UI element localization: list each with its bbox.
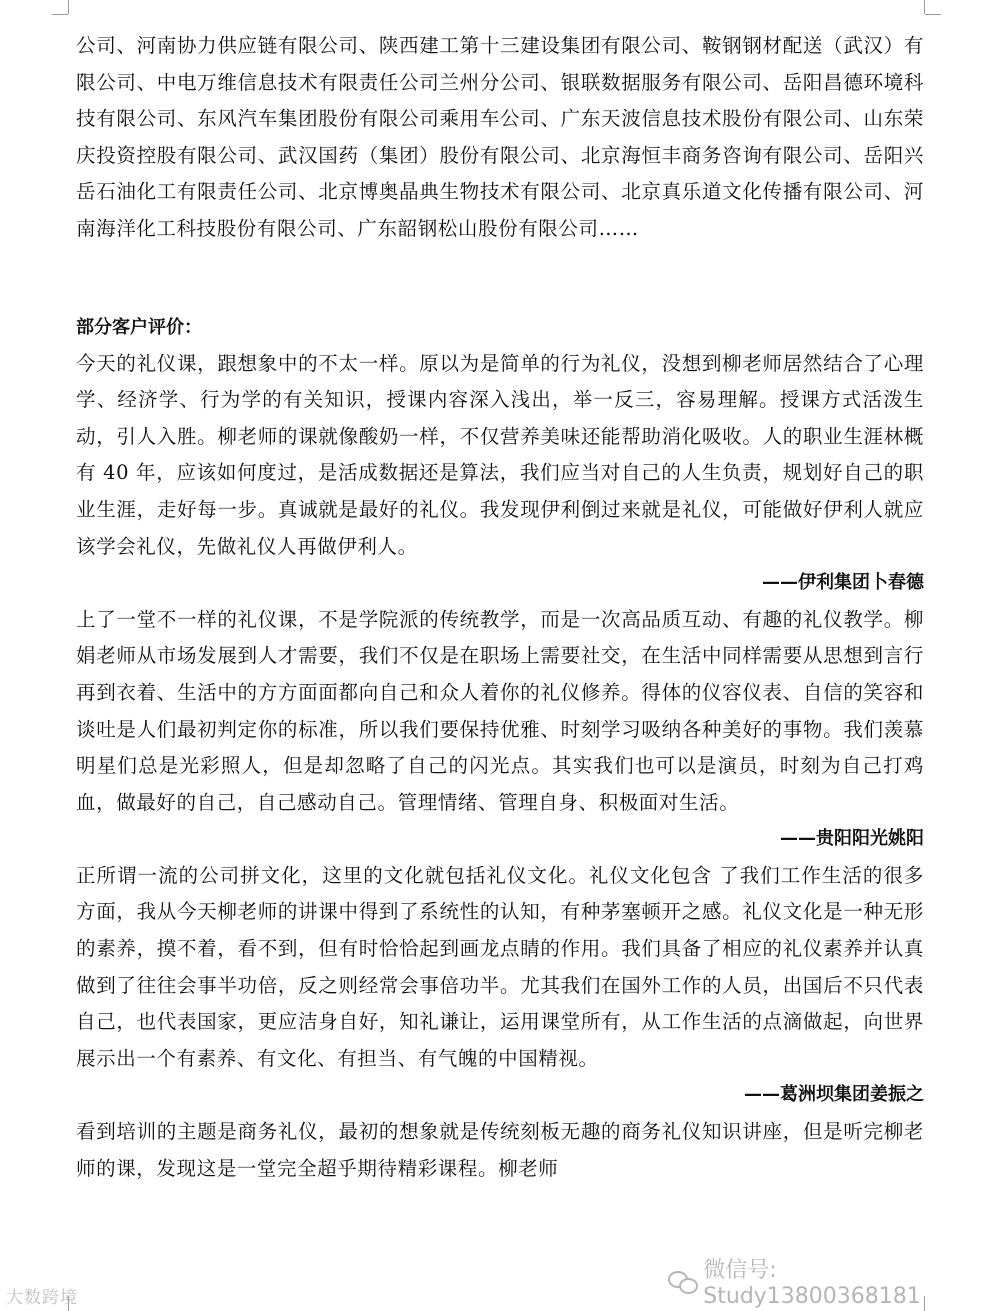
crop-mark-top-right — [924, 0, 925, 14]
review-paragraph-2: 上了一堂不一样的礼仪课，不是学院派的传统教学，而是一次高品质互动、有趣的礼仪教学。柳娟老师从市场发展到人才需要，我们不仅是在职场上需要社交，在生活中同样需要从思想到言行再到衣着、生活中的方方面面都向自己和众人着你的礼仪修养。得体的仪容仪表、自信的笑容和谈吐是人们最初判定你的标准，所以我们要保持优雅、时刻学习吸纳各种美好的事物。我们羡慕明星们总是光彩照人，但是却忽略了自己的闪光点。其实我们也可以是演员，时刻为自己打鸡血，做最好的自己，自己感动自己。管理情绪、管理自身、积极面对生活。 — [76, 607, 924, 814]
wechat-watermark — [668, 1253, 994, 1309]
review-paragraph-1: 今天的礼仪课，跟想象中的不太一样。原以为是简单的行为礼仪，没想到柳老师居然结合了心理学、经济学、行为学的有关知识，授课内容深入浅出，举一反三，容易理解。授课方式活泼生动，引人入胜。柳老师的课就像酸奶一样，不仅营养美味还能帮助消化吸收。人的职业生涯林概有 40 年，应该如何度过，是活成数据还是算法，我们应当对自己的人生负责，规划好自己的职业生涯，走好每一步。真诚就是最好的礼仪。我发现伊利倒过来就是礼仪，可能做好伊利人就应该学会礼仪，先做礼仪人再做伊利人。 — [76, 351, 924, 558]
review-signature-1: ——伊利集团卜春德 — [762, 572, 924, 594]
wechat-icon — [668, 1269, 697, 1293]
brand-watermark: 大数跨境 — [6, 1288, 78, 1308]
review-signature-3: ——葛洲坝集团姜振之 — [744, 1084, 924, 1106]
review-paragraph-4: 看到培训的主题是商务礼仪，最初的想象就是传统刻板无趣的商务礼仪知识讲座，但是听完柳老师的课，发现这是一堂完全超乎期待精彩课程。柳老师 — [76, 1120, 924, 1180]
review-signature-2: ——贵阳阳光姚阳 — [780, 828, 924, 850]
document-page — [76, 28, 924, 1187]
crop-mark-top-left — [68, 0, 69, 14]
crop-mark-top-right-h — [925, 14, 941, 15]
paragraph-gap — [76, 248, 924, 310]
company-list-paragraph: 公司、河南协力供应链有限公司、陕西建工第十三建设集团有限公司、鞍钢钢材配送（武汉）有限公司、中电万维信息技术有限责任公司兰州分公司、银联数据服务有限公司、岳阳昌德环境科技有限公司、东风汽车集团股份有限公司乘用车公司、广东天波信息技术股份有限公司、山东荣庆投资控股有限公司、武汉国药（集团）股份有限公司、北京海恒丰商务咨询有限公司、岳阳兴岳石油化工有限责任公司、北京博奥晶典生物技术有限公司、北京真乐道文化传播有限公司、河南海洋化工科技股份有限公司、广东韶钢松山股份有限公司…… — [76, 34, 924, 240]
wechat-watermark-text: 微信号: Study13800368181 — [703, 1258, 921, 1309]
section-heading: 部分客户评价： — [76, 316, 202, 338]
review-paragraph-3: 正所谓一流的公司拼文化，这里的文化就包括礼仪文化。礼仪文化包含 了我们工作生活的很多方面，我从今天柳老师的讲课中得到了系统性的认知，有种茅塞顿开之感。礼仪文化是一种无形的素养，摸不着，看不到，但有时恰恰起到画龙点睛的作用。我们具备了相应的礼仪素养并认真做到了往往会事半功倍，反之则经常会事倍功半。尤其我们在国外工作的人员，出国后不只代表自己，也代表国家，更应洁身自好，知礼谦让，运用课堂所有，从工作生活的点滴做起，向世界展示出一个有素养、有文化、有担当、有气魄的中国精视。 — [76, 863, 924, 1070]
crop-mark-top-left-h — [52, 14, 68, 15]
